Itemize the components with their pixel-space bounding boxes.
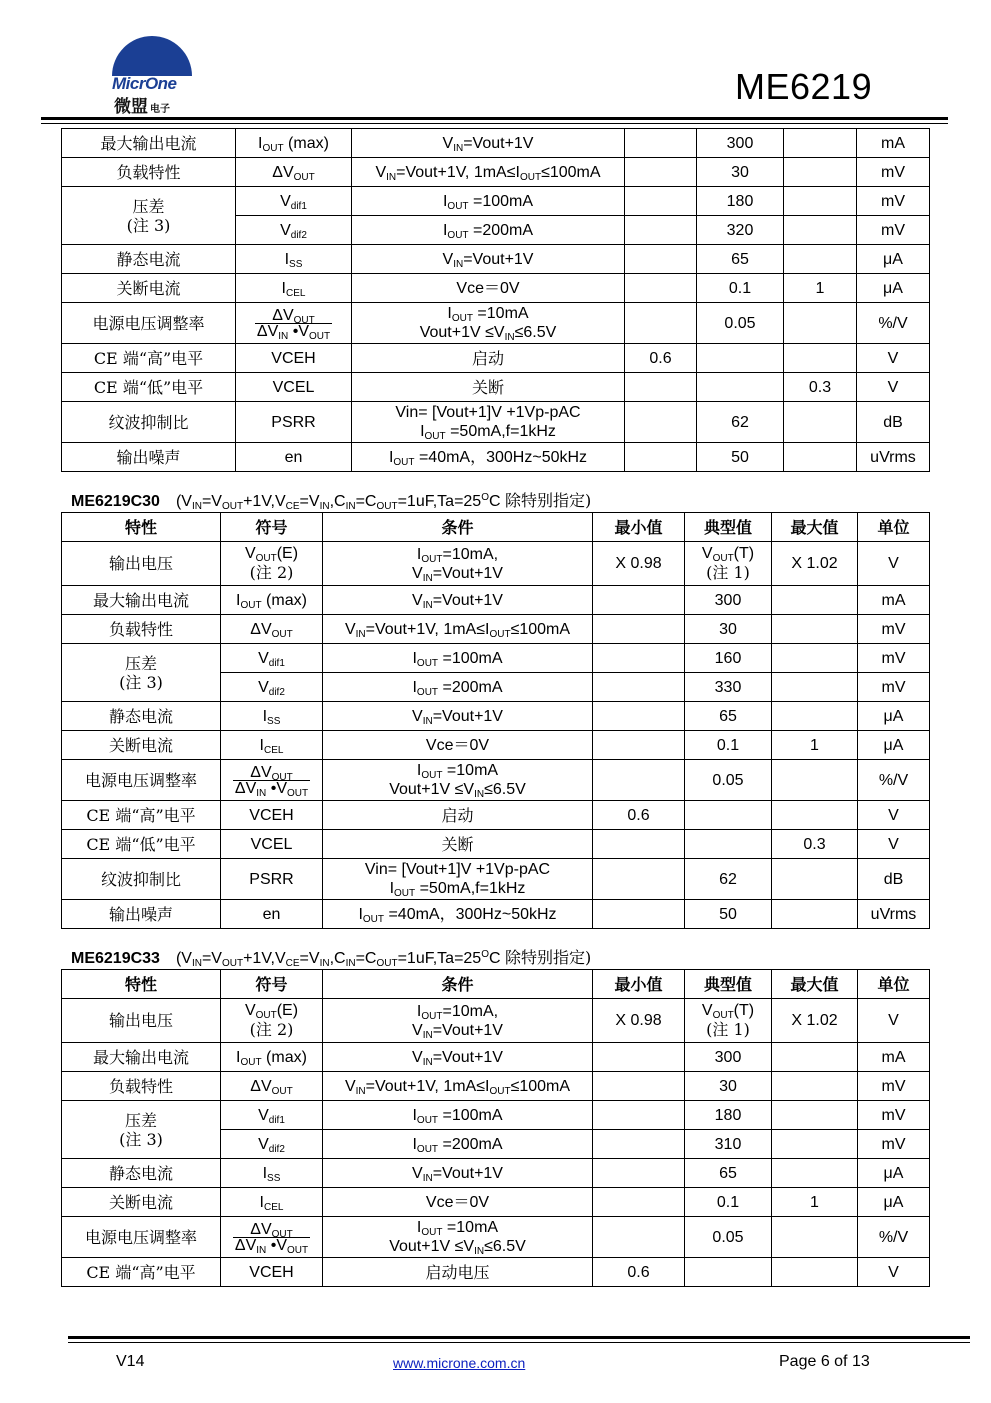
footer-rule	[68, 1336, 970, 1339]
table-row: $V_{dif2}$ $I_{OUT} =200mA$ 320 mV	[62, 216, 930, 245]
footer-rule-thin	[68, 1342, 970, 1343]
table-row: 负载特性 $\Delta V_{OUT}$ $V_{IN}=Vout+1V$, $1mA\le I_{OUT}\le 100mA$ 30 mV	[62, 1072, 930, 1101]
table-row: 关断电流 $I_{CEL}$ Vce＝0V 0.1 1 μA	[62, 274, 930, 303]
footer-page-number: Page 6 of 13	[779, 1353, 870, 1370]
table-row: 电源电压调整率 $\frac{\Delta V_{OUT}}{\Delta V_{IN} •V_{OUT}}$ $I_{OUT} =10mA$ Vout+1V $\le V_{IN}\le 6.5V$ 0.05 %/V	[62, 1217, 930, 1258]
table-row: 最大输出电流 $I_{OUT}$ (max) $V_{IN}=Vout+1V$ 300 mA	[62, 129, 930, 158]
table-row: 输出噪声 en $I_{OUT} =40mA$，300Hz~50kHz 50 uVrms	[62, 443, 930, 472]
footer-website-link[interactable]: www.microne.com.cn	[393, 1355, 526, 1371]
table-row: CE 端“低”电平 VCEL 关断 0.3 V	[62, 830, 930, 859]
table-row: 输出电压 $V_{OUT}(E)$ (注 2) $I_{OUT}=10mA$, $V_{IN}=Vout+1V$ X 0.98 $V_{OUT}(T)$ (注 1) X 1.02 V	[62, 999, 930, 1043]
table-row: 压差 (注 3) $V_{dif1}$ $I_{OUT} =100mA$ 180 mV	[62, 187, 930, 216]
spec-table-continued	[61, 128, 930, 472]
table-row: 纹波抑制比 PSRR Vin= [Vout+1]V +1Vp-pAC $I_{OUT} =50mA,f=1kHz$ 62 dB	[62, 859, 930, 900]
table-row: 电源电压调整率 $\frac{\Delta V_{OUT}}{\Delta V_{IN} •V_{OUT}}$ $I_{OUT} =10mA$ Vout+1V $\le V_{IN}\le 6.5V$ 0.05 %/V	[62, 760, 930, 801]
header-rule	[41, 117, 948, 120]
table-row: 静态电流 $I_{SS}$ $V_{IN}=Vout+1V$ 65 μA	[62, 702, 930, 731]
spec-table-c33	[61, 969, 930, 1287]
table-row: 电源电压调整率 $\frac{\Delta V_{OUT}}{\Delta V_{IN} •V_{OUT}}$ $I_{OUT} =10mA$ Vout+1V $\le V_{IN}\le 6.5V$ 0.05 %/V	[62, 303, 930, 344]
table-row: 压差 (注 3) $V_{dif1}$ $I_{OUT} =100mA$ 180 mV	[62, 1101, 930, 1130]
spec-table-c30	[61, 512, 930, 929]
table-row: 关断电流 $I_{CEL}$ Vce＝0V 0.1 1 μA	[62, 1188, 930, 1217]
logo-text-en: MicrOne	[112, 74, 177, 93]
table-row: $V_{dif2}$ $I_{OUT} =200mA$ 330 mV	[62, 673, 930, 702]
table-row: 压差 (注 3) $V_{dif1}$ $I_{OUT} =100mA$ 160 mV	[62, 644, 930, 673]
footer-version: V14	[116, 1353, 145, 1370]
section-title-c33: ME6219C33 ($V_{IN}=V_{OUT}+1V,V_{CE}=V_{IN},C_{IN}=C_{OUT}=1uF,Ta=25^OC$ 除特别指定)	[71, 948, 592, 969]
table-row: CE 端“高”电平 VCEH 启动电压 0.6 V	[62, 1258, 930, 1287]
table-row: 纹波抑制比 PSRR Vin= [Vout+1]V +1Vp-pAC $I_{OUT} =50mA,f=1kHz$ 62 dB	[62, 402, 930, 443]
company-logo	[108, 36, 200, 117]
table-row: 关断电流 $I_{CEL}$ Vce＝0V 0.1 1 μA	[62, 731, 930, 760]
table-row: CE 端“高”电平 VCEH 启动 0.6 V	[62, 801, 930, 830]
logo-text-cn: 微盟 电子	[114, 97, 170, 117]
table-header-row: 特性 符号 条件 最小值 典型值 最大值 单位	[62, 970, 930, 999]
table-row: 负载特性 $\Delta V_{OUT}$ $V_{IN}=Vout+1V$, $1mA\le I_{OUT}\le 100mA$ 30 mV	[62, 615, 930, 644]
table-header-row: 特性 符号 条件 最小值 典型值 最大值 单位	[62, 513, 930, 542]
document-title: ME6219	[735, 66, 873, 107]
table-row: 负载特性 $\Delta V_{OUT}$ $V_{IN}=Vout+1V$, $1mA\le I_{OUT}\le 100mA$ 30 mV	[62, 158, 930, 187]
header-rule-thin	[41, 123, 948, 124]
table-row: 输出电压 $V_{OUT}(E)$ (注 2) $I_{OUT}=10mA$, $V_{IN}=Vout+1V$ X 0.98 $V_{OUT}(T)$ (注 1) X 1.02 V	[62, 542, 930, 586]
table-row: CE 端“高”电平 VCEH 启动 0.6 V	[62, 344, 930, 373]
table-row: 输出噪声 en $I_{OUT} =40mA$，300Hz~50kHz 50 uVrms	[62, 900, 930, 929]
section-title-c30: ME6219C30 ($V_{IN}=V_{OUT}+1V,V_{CE}=V_{IN},C_{IN}=C_{OUT}=1uF,Ta=25^OC$ 除特别指定)	[71, 491, 592, 512]
table-row: CE 端“低”电平 VCEL 关断 0.3 V	[62, 373, 930, 402]
table-row: 最大输出电流 $I_{OUT}$ (max) $V_{IN}=Vout+1V$ 300 mA	[62, 586, 930, 615]
table-row: 静态电流 $I_{SS}$ $V_{IN}=Vout+1V$ 65 μA	[62, 245, 930, 274]
table-row: $V_{dif2}$ $I_{OUT} =200mA$ 310 mV	[62, 1130, 930, 1159]
table-row: 静态电流 $I_{SS}$ $V_{IN}=Vout+1V$ 65 μA	[62, 1159, 930, 1188]
table-row: 最大输出电流 $I_{OUT}$ (max) $V_{IN}=Vout+1V$ 300 mA	[62, 1043, 930, 1072]
